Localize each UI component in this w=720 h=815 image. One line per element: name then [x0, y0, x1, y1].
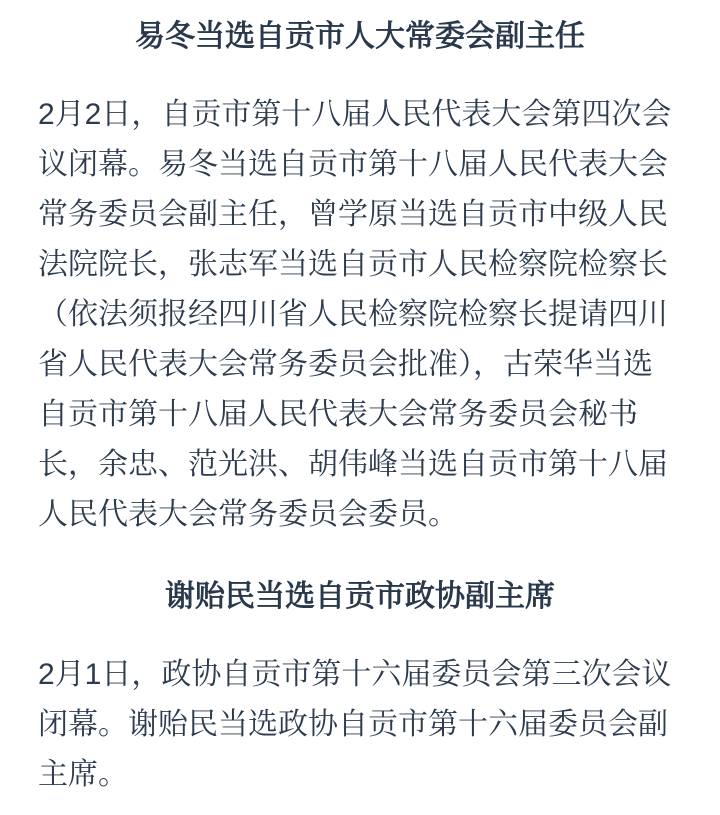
article-heading-renda: 易冬当选自贡市人大常委会副主任: [135, 20, 585, 53]
article-paragraph-zhengxie: 2月1日，政协自贡市第十六届委员会第三次会议闭幕。谢贻民当选政协自贡市第十六届委员会副主席。: [38, 658, 672, 791]
article-heading-zhengxie: 谢贻民当选自贡市政协副主席: [165, 580, 555, 613]
article-paragraph-renda: 2月2日，自贡市第十八届人民代表大会第四次会议闭幕。易冬当选自贡市第十八届人民代表大会常务委员会副主任，曾学原当选自贡市中级人民法院院长，张志军当选自贡市人民检察院检察长（依法须报经四川省人民检察院检察长提请四川省人民代表大会常务委员会批准），古荣华当选自贡市第十八届人民代表大会常务委员会秘书长，余忠、范光洪、胡伟峰当选自贡市第十八届人民代表大会常务委员会委员。: [38, 98, 672, 531]
